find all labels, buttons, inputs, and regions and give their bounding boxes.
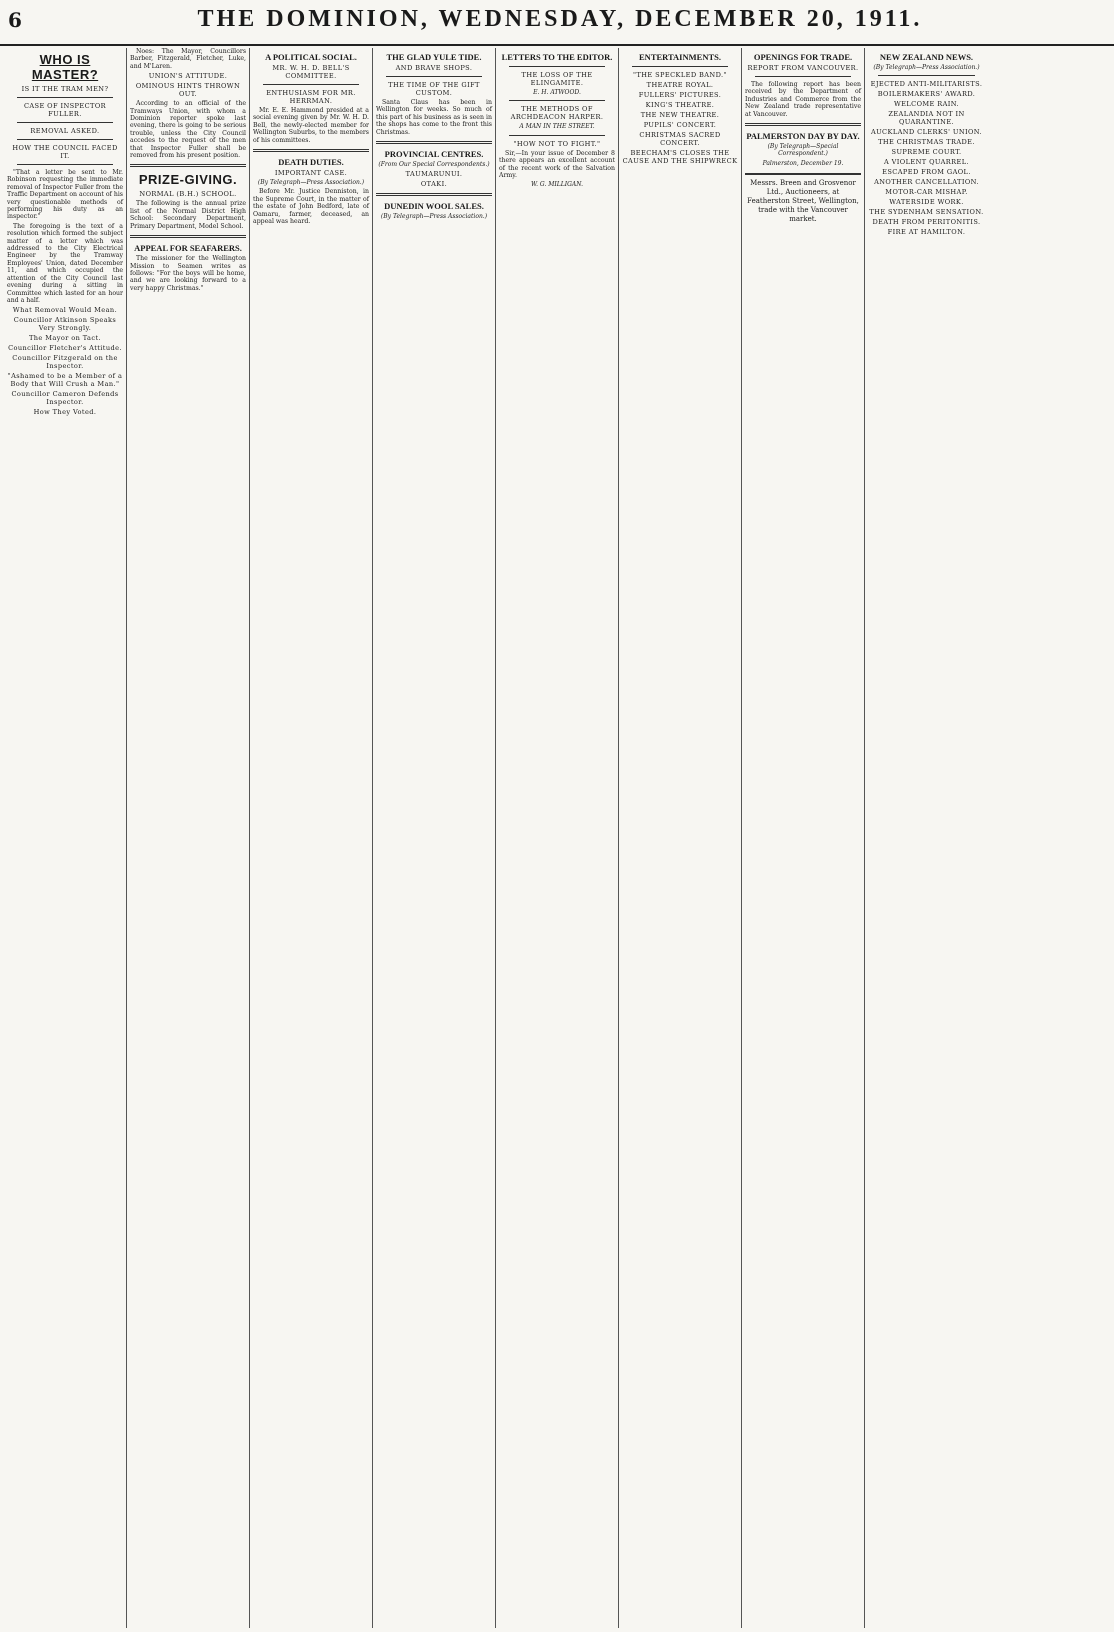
signoff: A MAN IN THE STREET. [519, 123, 595, 131]
news-item-heading: EJECTED ANTI-MILITARISTS. [870, 80, 983, 89]
byline: (By Telegraph—Special Correspondent.) [767, 143, 839, 158]
column-6 [619, 48, 742, 1628]
headline-openings-for-trade: OPENINGS FOR TRADE. [753, 52, 853, 62]
subheading: CHRISTMAS SACRED CONCERT. [639, 131, 721, 147]
column-8 [865, 48, 988, 1628]
subheading: Councillor Fitzgerald on the Inspector. [12, 354, 118, 371]
news-item-heading: THE SYDENHAM SENSATION. [869, 208, 984, 217]
subheading: BEECHAM'S CLOSES THE CAUSE AND THE SHIPWRECK [622, 149, 738, 165]
subheading: OTAKI. [420, 180, 448, 189]
news-items [868, 80, 985, 236]
deck: AND BRAVE SHOPS. [395, 64, 473, 72]
headline-who-is-master: WHO IS MASTER? [31, 52, 99, 82]
article-body: Noes: The Mayor, Councillors Barber, Fitzgerald, Fletcher, Luke, and M'Laren. [130, 48, 246, 70]
subheading: ENTHUSIASM FOR MR. HERRMAN. [266, 89, 356, 105]
news-item-heading: ZEALANDIA NOT IN QUARANTINE. [888, 110, 965, 127]
subheading: Councillor Cameron Defends Inspector. [11, 390, 119, 407]
news-item-heading: SUPREME COURT. [891, 148, 962, 157]
columns [4, 48, 1110, 1628]
deck: THE TIME OF THE GIFT CUSTOM. [388, 81, 480, 97]
column-7 [742, 48, 865, 1628]
byline: (By Telegraph—Press Association.) [257, 179, 365, 187]
byline: (By Telegraph—Press Association.) [380, 213, 488, 221]
subheading: PUPILS' CONCERT. [643, 121, 717, 129]
subheading: "THE SPECKLED BAND." [633, 71, 727, 79]
article-body: Mr. E. E. Hammond presided at a social evening given by Mr. W. H. D. Bell, the newly-elected member for Wellington Suburbs, to the members of his committees. [253, 107, 369, 144]
subheading: Councillor Fletcher's Attitude. [8, 344, 122, 353]
masthead [0, 0, 1114, 46]
subheading: How They Voted. [33, 408, 97, 417]
article-body: The missioner for the Wellington Mission to Seamen writes as follows: "For the boys will be home, and we are looking forward to a very happy Christmas." [130, 255, 246, 292]
article-body: Before Mr. Justice Denniston, in the Supreme Court, in the matter of the estate of John Bedford, late of Oamaru, farmer, deceased, an appeal was heard. [253, 188, 369, 226]
subheading: What Removal Would Mean. [12, 306, 118, 315]
deck: REPORT FROM VANCOUVER. [747, 64, 859, 72]
column-5 [496, 48, 619, 1628]
newspaper-title: THE DOMINION, WEDNESDAY, DECEMBER 20, 1911. [197, 6, 923, 32]
article-body: The following report has been received by the Department of Industries and Commerce from the New Zealand trade representative at Vancouver. [745, 81, 861, 118]
deck: CASE OF INSPECTOR FULLER. [23, 102, 107, 118]
headline-palmerston-day-by-day: PALMERSTON DAY BY DAY. [746, 131, 860, 142]
dateline: Palmerston, December 19. [762, 159, 844, 167]
news-item-heading: A VIOLENT QUARREL. [883, 158, 970, 167]
subheading: "HOW NOT TO FIGHT." [513, 139, 601, 148]
article-body: The following is the annual prize list of the Normal District High School: Secondary Department, Primary Department, Model School. [130, 200, 246, 230]
column-2 [127, 48, 250, 1628]
subheading: THEATRE ROYAL. [646, 81, 714, 89]
signoff: E. H. ATWOOD. [533, 89, 581, 96]
headline-dunedin-wool-sales: DUNEDIN WOOL SALES. [384, 201, 484, 212]
news-item-heading: DEATH FROM PERITONITIS. [872, 218, 981, 227]
subheading: UNION'S ATTITUDE. [148, 72, 228, 81]
byline: (From Our Special Correspondents.) [378, 161, 490, 169]
headline-political-social: A POLITICAL SOCIAL. [265, 52, 357, 62]
byline: (By Telegraph—Press Association.) [873, 64, 980, 71]
subheading: TAUMARUNUI. [405, 170, 463, 179]
page-number: 6 [8, 8, 22, 32]
news-item-heading: MOTOR-CAR MISHAP. [885, 188, 968, 197]
signoff: W. G. MILLIGAN. [530, 181, 584, 189]
news-item-heading: THE CHRISTMAS TRADE. [878, 138, 975, 147]
headline-death-duties: DEATH DUTIES. [278, 157, 344, 168]
headline-new-zealand-news: NEW ZEALAND NEWS. [879, 52, 974, 62]
deck: REMOVAL ASKED. [30, 127, 100, 135]
deck: MR. W. H. D. BELL'S COMMITTEE. [272, 64, 350, 80]
article-lead: "That a letter be sent to Mr. Robinson requesting the immediate removal of Inspector Fuller from the Traffic Department on account of his very questionable methods of performing his duty as an inspector." [7, 169, 123, 221]
subheading: OMINOUS HINTS THROWN OUT. [135, 82, 241, 99]
news-item-heading: AUCKLAND CLERKS' UNION. [870, 128, 983, 137]
headline-prize-giving: PRIZE-GIVING. [138, 172, 238, 188]
subheading: THE NEW THEATRE. [640, 111, 720, 119]
subheading: Councillor Atkinson Speaks Very Strongly. [13, 316, 117, 333]
deck: NORMAL (B.H.) SCHOOL. [139, 190, 237, 199]
headline-provincial-centres: PROVINCIAL CENTRES. [384, 149, 484, 160]
subheading: The Mayor on Tact. [28, 334, 102, 343]
column-3 [250, 48, 373, 1628]
news-item-heading: BOILERMAKERS' AWARD. [877, 90, 976, 99]
deck: IS IT THE TRAM MEN? [21, 85, 109, 93]
column-4 [373, 48, 496, 1628]
subheading: KING'S THEATRE. [645, 101, 715, 109]
news-item-heading: ANOTHER CANCELLATION. [874, 178, 979, 187]
article-body: Santa Claus has been in Wellington for weeks. So much of this part of his business as is seen in the shops has come to the front this Christmas. [376, 99, 492, 136]
news-item-heading: FIRE AT HAMILTON. [887, 228, 966, 237]
article-body: According to an official of the Tramways Union, with whom a Dominion reporter spoke last evening, there is going to be serious trouble, unless the City Council accedes to the request of the men that Inspector Fuller shall be removed from his present position. [130, 100, 246, 160]
headline-letters-to-editor: LETTERS TO THE EDITOR. [501, 52, 613, 62]
article-body: Sir,—In your issue of December 8 there appears an excellent account of the recent work of the Salvation Army. [499, 149, 615, 180]
news-item-heading: WATERSIDE WORK. [889, 198, 964, 207]
headline-entertainments: ENTERTAINMENTS. [639, 52, 721, 62]
subheading: FULLERS' PICTURES. [638, 91, 722, 99]
subheading: "Ashamed to be a Member of a Body that Will Crush a Man." [7, 372, 123, 389]
deck: IMPORTANT CASE. [274, 169, 348, 178]
subheading: THE METHODS OF ARCHDEACON HARPER. [510, 105, 604, 122]
deck: HOW THE COUNCIL FACED IT. [12, 144, 118, 160]
news-item-heading: WELCOME RAIN. [893, 100, 960, 109]
column-1 [4, 48, 127, 1628]
headline-appeal-for-seafarers: APPEAL FOR SEAFARERS. [134, 243, 242, 254]
trade-notice: Messrs. Breen and Grosvenor Ltd., Auctioneers, at Featherston Street, Wellington, trade with the Vancouver market. [745, 173, 861, 224]
news-item-heading: ESCAPED FROM GAOL. [882, 168, 971, 177]
article-body: The foregoing is the text of a resolution which formed the subject matter of a letter which was addressed to the City Electrical Engineer by the Tramway Employees' Union, dated December 11, and which occupied the attention of the City Council last evening during a sitting in Committee which lasted for an hour and a half. [7, 222, 123, 304]
subheading: THE LOSS OF THE ELINGAMITE. [521, 71, 593, 87]
headline-glad-yule-tide: THE GLAD YULE TIDE. [386, 52, 482, 62]
